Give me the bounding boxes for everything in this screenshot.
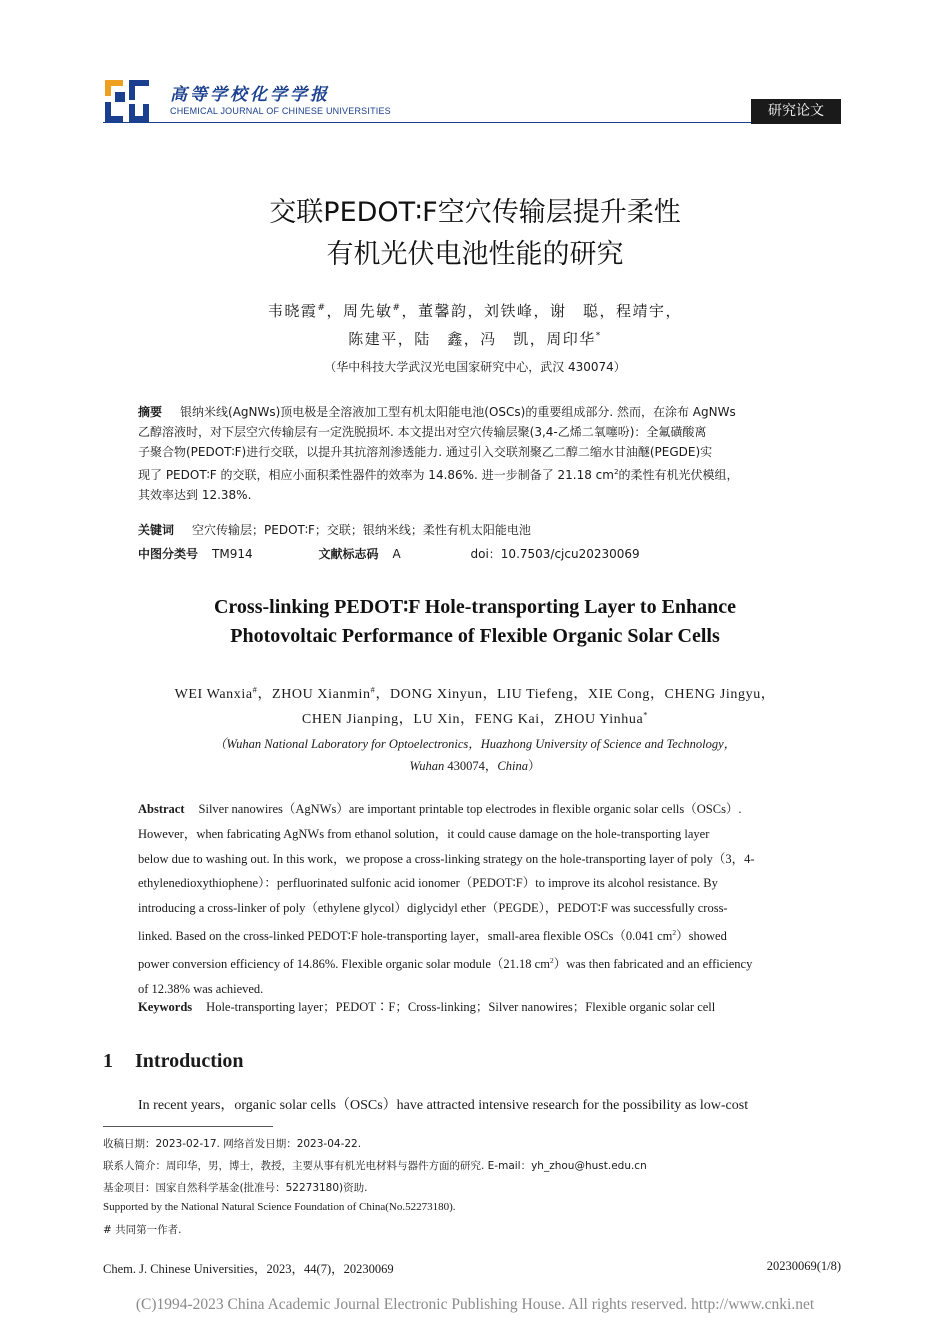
footnote-fund-en: Supported by the National Natural Science Foundation of China(No.52273180). — [103, 1201, 456, 1213]
footnote-fund-cn: 基金项目：国家自然科学基金(批准号：52273180)资助. — [103, 1182, 368, 1194]
abstract-cn-label: 摘要 — [138, 405, 163, 419]
section-heading-introduction: 1 Introduction — [103, 1050, 244, 1072]
footnote-received: 收稿日期：2023-02-17. 网络首发日期：2023-04-22. — [103, 1138, 362, 1150]
authors-en-line2: CHEN Jianping，LU Xin，FENG Kai，ZHOU Yinhua* — [301, 710, 649, 727]
copyright-watermark: (C)1994-2023 China Academic Journal Electronic Publishing House. All rights reserved. http://www.cnki.net — [135, 1296, 815, 1313]
footnote-contact: 联系人简介：周印华，男，博士，教授，主要从事有机光电材料与器件方面的研究. E-mail：yh_zhou@hust.edu.cn — [103, 1160, 647, 1172]
keywords-cn: 关键词 空穴传输层；PEDOT∶F；交联；银纳米线；柔性有机太阳能电池 — [138, 523, 531, 537]
doi: doi：10.7503/cjcu20230069 — [470, 547, 640, 561]
footnote-co-first-author: # 共同第一作者. — [103, 1224, 182, 1236]
abstract-en: Abstract Silver nanowires（AgNWs）are important printable top electrodes in flexible organic solar cells（OSCs）. However，when fabricating AgNWs from ethanol solution，it could cause damage on the hole-transporting layer below due to washing out. In this work，we propose a cross-linking strategy on the hole-transporting layer of poly（3，4- ethylenedioxythiophene）：perfluorinated sulfonic acid ionomer（PEDOT∶F）to improve its alcohol resistance. By introducing a cross-linker of poly（ethylene glycol）diglycidyl ether（PEGDE），PEDOT∶F was successfully cross- linked. Based on the cross-linked PEDOT∶F hole-transporting layer，small-area flexible OSCs（0.041 $cm^2)showed$ power conversion efficiency of 14.86%. Flexible organic solar module（21.18 $cm^2)was$ then fabricated and an efficiency of 12.38% was achieved. — [138, 802, 755, 996]
keywords-en: Keywords Hole-transporting layer；PEDOT∶F；Cross-linking；Silver nanowires；Flexible organic solar cell — [138, 1000, 716, 1014]
title-en-line2: Photovoltaic Performance of Flexible Organic Solar Cells — [230, 625, 720, 647]
affiliation-cn: （华中科技大学武汉光电国家研究中心，武汉 430074） — [324, 360, 626, 374]
footer-page-number: 20230069(1/8) — [766, 1259, 841, 1273]
title-cn-line2: 有机光伏电池性能的研究 — [326, 239, 624, 270]
header-divider — [103, 122, 751, 123]
classification-row: 中图分类号 TM914 文献标志码 A doi：10.7503/cjcu20230069 — [138, 547, 640, 561]
keywords-cn-label: 关键词 — [138, 523, 175, 537]
authors-en-line1: WEI Wanxia#，ZHOU Xianmin#，DONG Xinyun，LIU Tiefeng，XIE Cong，CHENG Jingyu， — [174, 685, 776, 702]
journal-logo-icon — [103, 78, 151, 124]
intro-paragraph: In recent years，organic solar cells（OSCs）have attracted intensive research for the possibility as low-cost — [138, 1098, 749, 1113]
footnote-divider — [103, 1126, 273, 1127]
authors-cn-line2: 陈建平，陆 鑫，冯 凯，周印华* — [348, 330, 602, 348]
footer-citation: Chem. J. Chinese Universities，2023，44(7)，20230069 — [103, 1262, 394, 1276]
keywords-en-label: Keywords — [138, 1000, 193, 1014]
journal-name-en: CHEMICAL JOURNAL OF CHINESE UNIVERSITIES — [170, 106, 391, 116]
journal-name-cn: 高等学校化学学报 — [170, 85, 330, 105]
affiliation-en-line2: Wuhan 430074，China） — [409, 759, 541, 773]
abstract-en-label: Abstract — [138, 802, 185, 816]
title-en-line1: Cross-linking PEDOT∶F Hole-transporting Layer to Enhance — [213, 596, 737, 618]
authors-cn-line1: 韦晓霞#，周先敏#，董馨韵，刘铁峰，谢 聪，程靖宇， — [267, 302, 683, 320]
abstract-cn: 摘要 银纳米线(AgNWs)顶电极是全溶液加工型有机太阳能电池(OSCs)的重要组成部分. 然而，在涂布 AgNWs 乙醇溶液时，对下层空穴传输层有一定洗脱损坏. 本文提出对空穴传输层聚(3,4-乙烯二氧噻吩)：全氟磺酸离 子聚合物(PEDOT∶F)进行交联，以提升其抗溶剂渗透能力. 通过引入交联剂聚乙二醇二缩水甘油醚(PEGDE)实 现了 PEDOT∶F 的交联，相应小面积柔性器件的效率为 14.86%. 进一步制备了 21.18 $cm^2$的柔性有机光伏模组， 其效率达到 12.38%. — [138, 405, 739, 502]
section-badge: 研究论文 — [751, 99, 841, 124]
affiliation-en-line1: （Wuhan National Laboratory for Optoelectronics，Huazhong University of Science and Technology， — [213, 737, 737, 751]
title-cn-line1: 交联PEDOT∶F空穴传输层提升柔性 — [269, 197, 681, 228]
